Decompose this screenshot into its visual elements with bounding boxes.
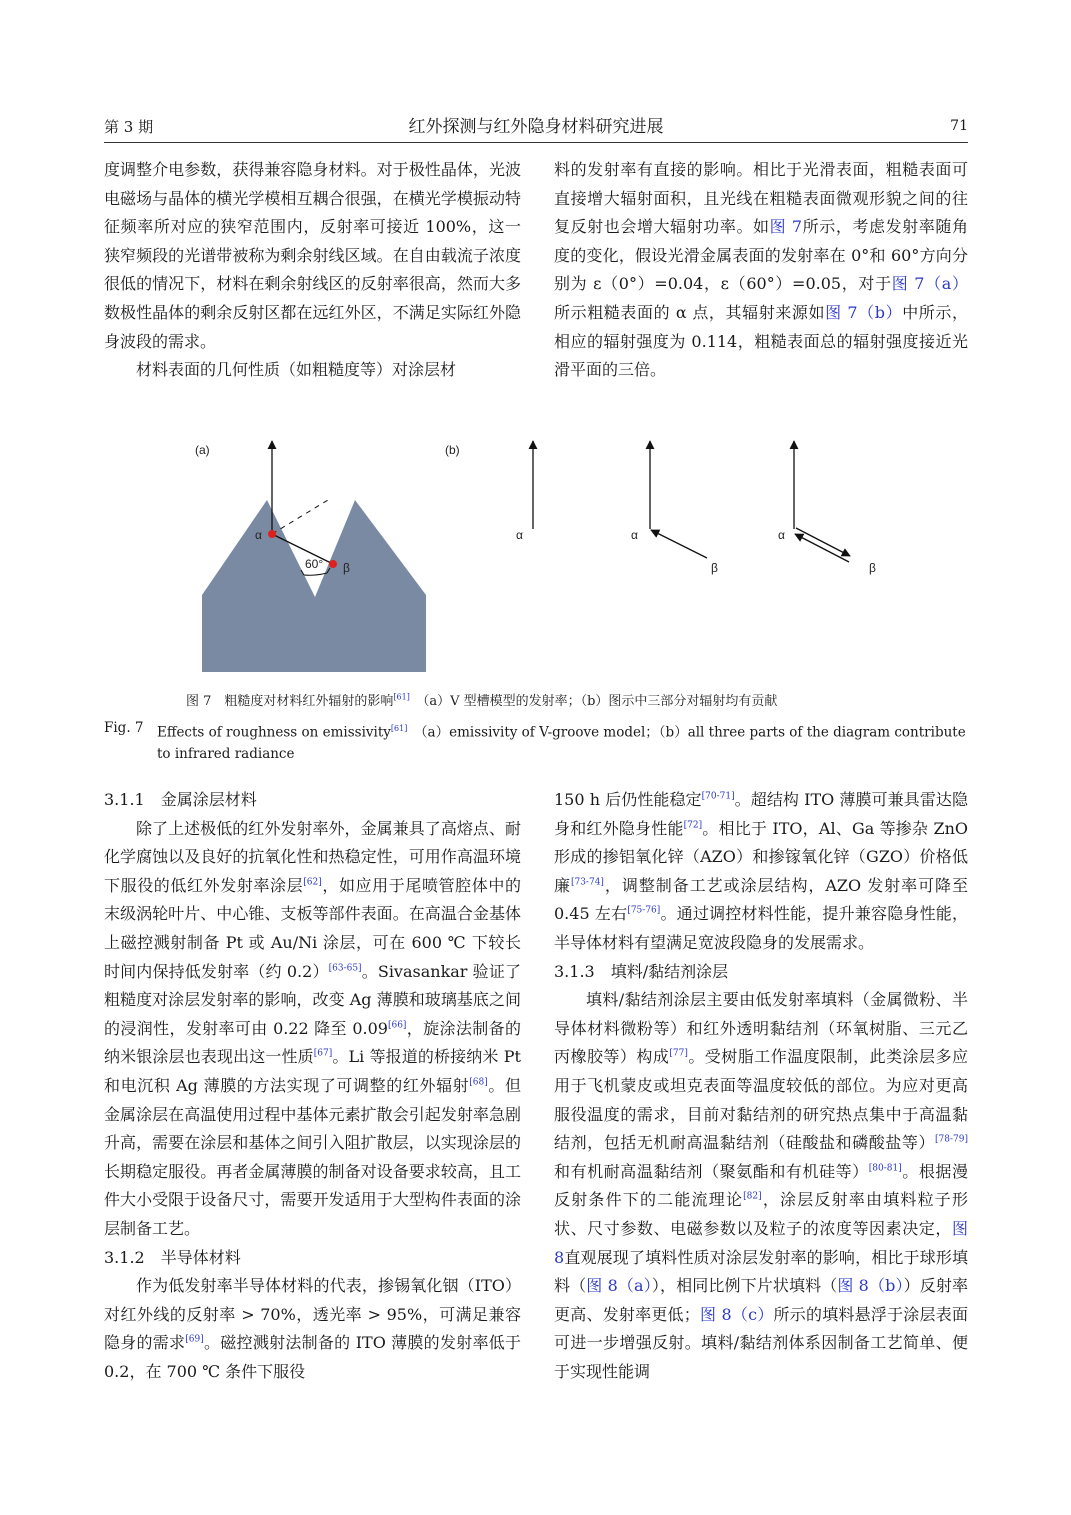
beta-point (329, 560, 337, 568)
beta-label: β (869, 561, 876, 575)
paragraph: 材料表面的几何性质（如粗糙度等）对涂层材 (136, 360, 457, 380)
panel-b-label: (b) (445, 443, 460, 457)
column-left-bottom (104, 786, 521, 1386)
section-heading: 3.1.3 填料/黏结剂涂层 (554, 961, 729, 981)
alpha-label: α (778, 528, 785, 542)
figure-link[interactable]: 图 7 (769, 217, 803, 237)
figure-7-diagram (190, 435, 890, 680)
angle-label: 60° (305, 557, 324, 571)
column-right-bottom (554, 786, 968, 1386)
section-heading: 3.1.1 金属涂层材料 (104, 790, 257, 809)
figure-link[interactable]: 图 8（a） (586, 1276, 652, 1296)
beta-label: β (343, 561, 350, 575)
figure-caption-en: Fig. 7 Effects of roughness on emissivity[61] （a）emissivity of V-groove model；（b）all three parts of the diagram contribute to infrared radiance (104, 720, 966, 762)
paragraph: 150 h 后仍性能稳定[70-71]。超结构 ITO 薄膜可兼具雷达隐身和红外隐身性能[72]。相比于 ITO，Al、Ga 等掺杂 ZnO 形成的掺铝氧化锌（AZO）和掺镓氧化锌（GZO）价格低廉[73-74]，调整制备工艺或涂层结构，AZO 发射率可降至 0.45 左右[75-76]。通过调控材料性能，提升兼容隐身性能，半导体材料有望满足宽波段隐身的发展需求。 (554, 790, 968, 952)
v-groove-surface (202, 500, 426, 672)
header-rule (104, 142, 968, 143)
figure-link[interactable]: 图 8 (554, 1218, 968, 1267)
paragraph: 作为低发射率半导体材料的代表，掺锡氧化铟（ITO）对红外线的反射率 > 70%，透光率 > 95%，可满足兼容隐身的需求[69]。磁控溅射法制备的 ITO 薄膜的发射率低于 0.2，在 700 ℃ 条件下服役 (104, 1276, 521, 1381)
issue-label: 第 3 期 (104, 118, 154, 136)
figure-link[interactable]: 图 8（c） (699, 1304, 774, 1324)
column-left-top (104, 156, 521, 385)
angle-arc (304, 573, 327, 575)
alpha-label: α (516, 528, 523, 542)
reflection-arrow (651, 530, 707, 558)
reflection-arrow (796, 528, 850, 556)
section-heading: 3.1.2 半导体材料 (104, 1247, 241, 1267)
alpha-label: α (631, 528, 638, 542)
figure-link[interactable]: 图 7（b） (825, 302, 903, 322)
column-right-top (554, 156, 968, 385)
beta-label: β (711, 561, 718, 575)
paragraph: 填料/黏结剂涂层主要由低发射率填料（金属微粉、半导体材料微粉等）和红外透明黏结剂（环氧树脂、三元乙丙橡胶等）构成[77]。受树脂工作温度限制，此类涂层多应用于飞机蒙皮或坦克表面等温度较低的部位。为应对更高服役温度的需求，目前对黏结剂的研究热点集中于高温黏结剂，包括无机耐高温黏结剂（硅酸盐和磷酸盐等）[78-79]和有机耐高温黏结剂（聚氨酯和有机硅等）[80-81]。根据漫反射条件下的二能流理论[82]，涂层反射率由填料粒子形状、尺寸参数、电磁参数以及粒子的浓度等因素决定，图 8直观展现了填料性质对涂层发射率的影响，相比于球形填料（图 8（a）），相同比例下片状填料（图 8（b））反射率更高、发射率更低；图 8（c）所示的填料悬浮于涂层表面可进一步增强反射。填料/黏结剂体系因制备工艺简单、便于实现性能调 (554, 990, 968, 1381)
panel-a-label: (a) (195, 443, 210, 457)
figure-caption-cn: 图 7 粗糙度对材料红外辐射的影响[61] （a）V 型槽模型的发射率；（b）图示中三部分对辐射均有贡献 (186, 692, 778, 709)
figure-link[interactable]: 图 7（a） (891, 274, 968, 294)
figure-link[interactable]: 图 8（b） (837, 1276, 904, 1296)
page-number: 71 (950, 118, 968, 134)
running-header (104, 112, 968, 142)
alpha-point (268, 530, 276, 538)
journal-article-title: 红外探测与红外隐身材料研究进展 (408, 117, 664, 137)
paragraph: 度调整介电参数，获得兼容隐身材料。对于极性晶体，光波电磁场与晶体的横光学模相互耦合很强，在横光学模振动特征频率所对应的狭窄范围内，反射率可接近 100%，这一狭窄频段的光谱带被称为剩余射线区域。在自由载流子浓度很低的情况下，材料在剩余射线区的反射率很高，然而大多数极性晶体的剩余反射区都在远红外区，不满足实际红外隐身波段的需求。 (104, 160, 521, 351)
reflection-arrow (795, 534, 849, 562)
alpha-label: α (255, 528, 262, 542)
paragraph: 料的发射率有直接的影响。相比于光滑表面，粗糙表面可直接增大辐射面积，且光线在粗糙表面微观形貌之间的往复反射也会增大辐射功率。如图 7所示，考虑发射率随角度的变化，假设光滑金属表面的发射率在 0°和 60°方向分别为 ε（0°）=0.04，ε（60°）=0.05，对于图 7（a）所示粗糙表面的 α 点，其辐射来源如图 7（b）中所示，相应的辐射强度为 0.114，粗糙表面总的辐射强度接近光滑平面的三倍。 (554, 160, 968, 380)
paragraph: 除了上述极低的红外发射率外，金属兼具了高熔点、耐化学腐蚀以及良好的抗氧化性和热稳定性，可用作高温环境下服役的低红外发射率涂层[62]，如应用于尾喷管腔体中的末级涡轮叶片、中心锥、支板等部件表面。在高温合金基体上磁控溅射制备 Pt 或 Au/Ni 涂层，可在 600 ℃ 下较长时间内保持低发射率（约 0.2）[63-65]。Sivasankar 验证了粗糙度对涂层发射率的影响，改变 Ag 薄膜和玻璃基底之间的浸润性，发射率可由 0.22 降至 0.09[66]，旋涂法制备的纳米银涂层也表现出这一性质[67]。Li 等报道的桥接纳米 Pt 和电沉积 Ag 薄膜的方法实现了可调整的红外辐射[68]。但金属涂层在高温使用过程中基体元素扩散会引起发射率急剧升高，需要在涂层和基体之间引入阻扩散层，以实现涂层的长期稳定服役。再者金属薄膜的制备对设备要求较高，且工件大小受限于设备尺寸，需要开发适用于大型构件表面的涂层制备工艺。 (104, 818, 521, 1238)
